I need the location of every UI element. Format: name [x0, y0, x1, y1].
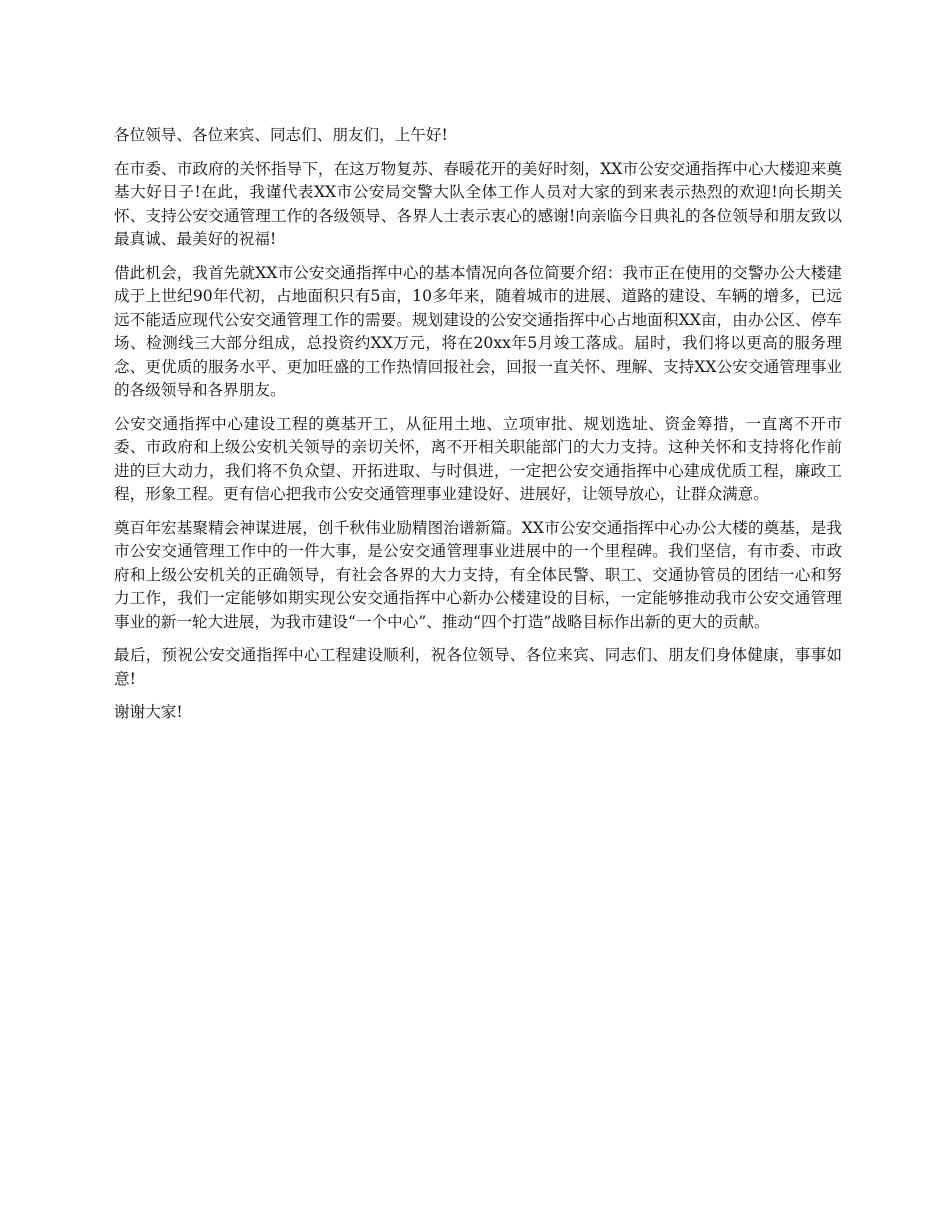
document-body [114, 124, 842, 735]
introduction-paragraph: 借此机会，我首先就XX市公安交通指挥中心的基本情况向各位简要介绍：我市正在使用的交警办公大楼建成于上世纪90年代初，占地面积只有5亩，10多年来，随着城市的进展、道路的建设、车辆的增多，已远远不能适应现代公安交通管理工作的需要。规划建设的公安交通指挥中心占地面积XX亩，由办公区、停车场、检测线三大部分组成，总投资约XX万元，将在20xx年5月竣工落成。届时，我们将以更高的服务理念、更优质的服务水平、更加旺盛的工作热情回报社会，回报一直关怀、理解、支持XX公安交通管理事业的各级领导和各界朋友。 [114, 263, 842, 399]
support-paragraph: 公安交通指挥中心建设工程的奠基开工，从征用土地、立项审批、规划选址、资金筹措，一直离不开市委、市政府和上级公安机关领导的亲切关怀，离不开相关职能部门的大力支持。这种关怀和支持将化作前进的巨大动力，我们将不负众望、开拓进取、与时俱进，一定把公安交通指挥中心建成优质工程，廉政工程，形象工程。更有信心把我市公安交通管理事业建设好、进展好，让领导放心，让群众满意。 [114, 414, 842, 503]
welcome-paragraph: 在市委、市政府的关怀指导下，在这万物复苏、春暖花开的美好时刻，XX市公安交通指挥中心大楼迎来奠基大好日子!在此，我谨代表XX市公安局交警大队全体工作人员对大家的到来表示热烈的欢迎!向长期关怀、支持公安交通管理工作的各级领导、各界人士表示衷心的感谢!向亲临今日典礼的各位领导和朋友致以最真诚、最美好的祝福! [114, 159, 842, 248]
greeting-paragraph: 各位领导、各位来宾、同志们、朋友们，上午好! [114, 126, 448, 144]
milestone-paragraph: 奠百年宏基聚精会神谋进展，创千秋伟业励精图治谱新篇。XX市公安交通指挥中心办公大楼的奠基，是我市公安交通管理工作中的一件大事，是公安交通管理事业进展中的一个里程碑。我们坚信，有市委、市政府和上级公安机关的正确领导，有社会各界的大力支持，有全体民警、职工、交通协管员的团结一心和努力工作，我们一定能够如期实现公安交通指挥中心新办公楼建设的目标，一定能够推动我市公安交通管理事业的新一轮大进展，为我市建设“一个中心”、推动“四个打造”战略目标作出新的更大的贡献。 [114, 518, 842, 631]
thanks-paragraph: 谢谢大家! [114, 703, 183, 721]
closing-wishes-paragraph: 最后，预祝公安交通指挥中心工程建设顺利，祝各位领导、各位来宾、同志们、朋友们身体健康，事事如意! [114, 646, 842, 688]
